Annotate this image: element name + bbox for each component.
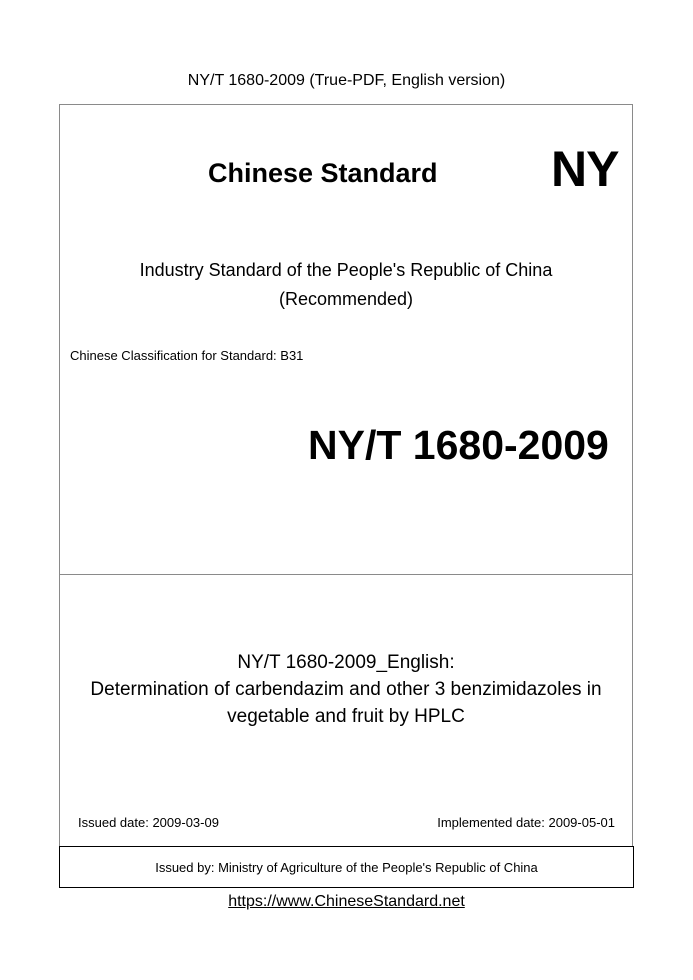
issuer-text: Issued by: Ministry of Agriculture of the People's Republic of China: [155, 859, 538, 875]
page-header: NY/T 1680-2009 (True-PDF, English version): [187, 72, 506, 89]
cover-subtitle-line2: (Recommended): [278, 289, 414, 309]
document-title-line2: Determination of carbendazim and other 3 benzimidazoles in: [90, 679, 602, 700]
implemented-date: Implemented date: 2009-05-01: [437, 815, 615, 830]
classification-label: Chinese Classification for Standard: B31: [70, 348, 304, 363]
document-title-line1: NY/T 1680-2009_English:: [237, 652, 455, 673]
website-link[interactable]: https://www.ChineseStandard.net: [228, 893, 465, 910]
cover-subtitle-line1: Industry Standard of the People's Republic of China: [139, 260, 553, 280]
document-title-line3: vegetable and fruit by HPLC: [227, 706, 465, 727]
standard-number: NY/T 1680-2009: [308, 422, 609, 468]
footer: [0, 893, 693, 911]
issued-date: Issued date: 2009-03-09: [78, 815, 219, 830]
cover-title: Chinese Standard: [208, 158, 438, 188]
issuer-box: [59, 846, 634, 888]
standard-mark: NY: [551, 141, 619, 197]
